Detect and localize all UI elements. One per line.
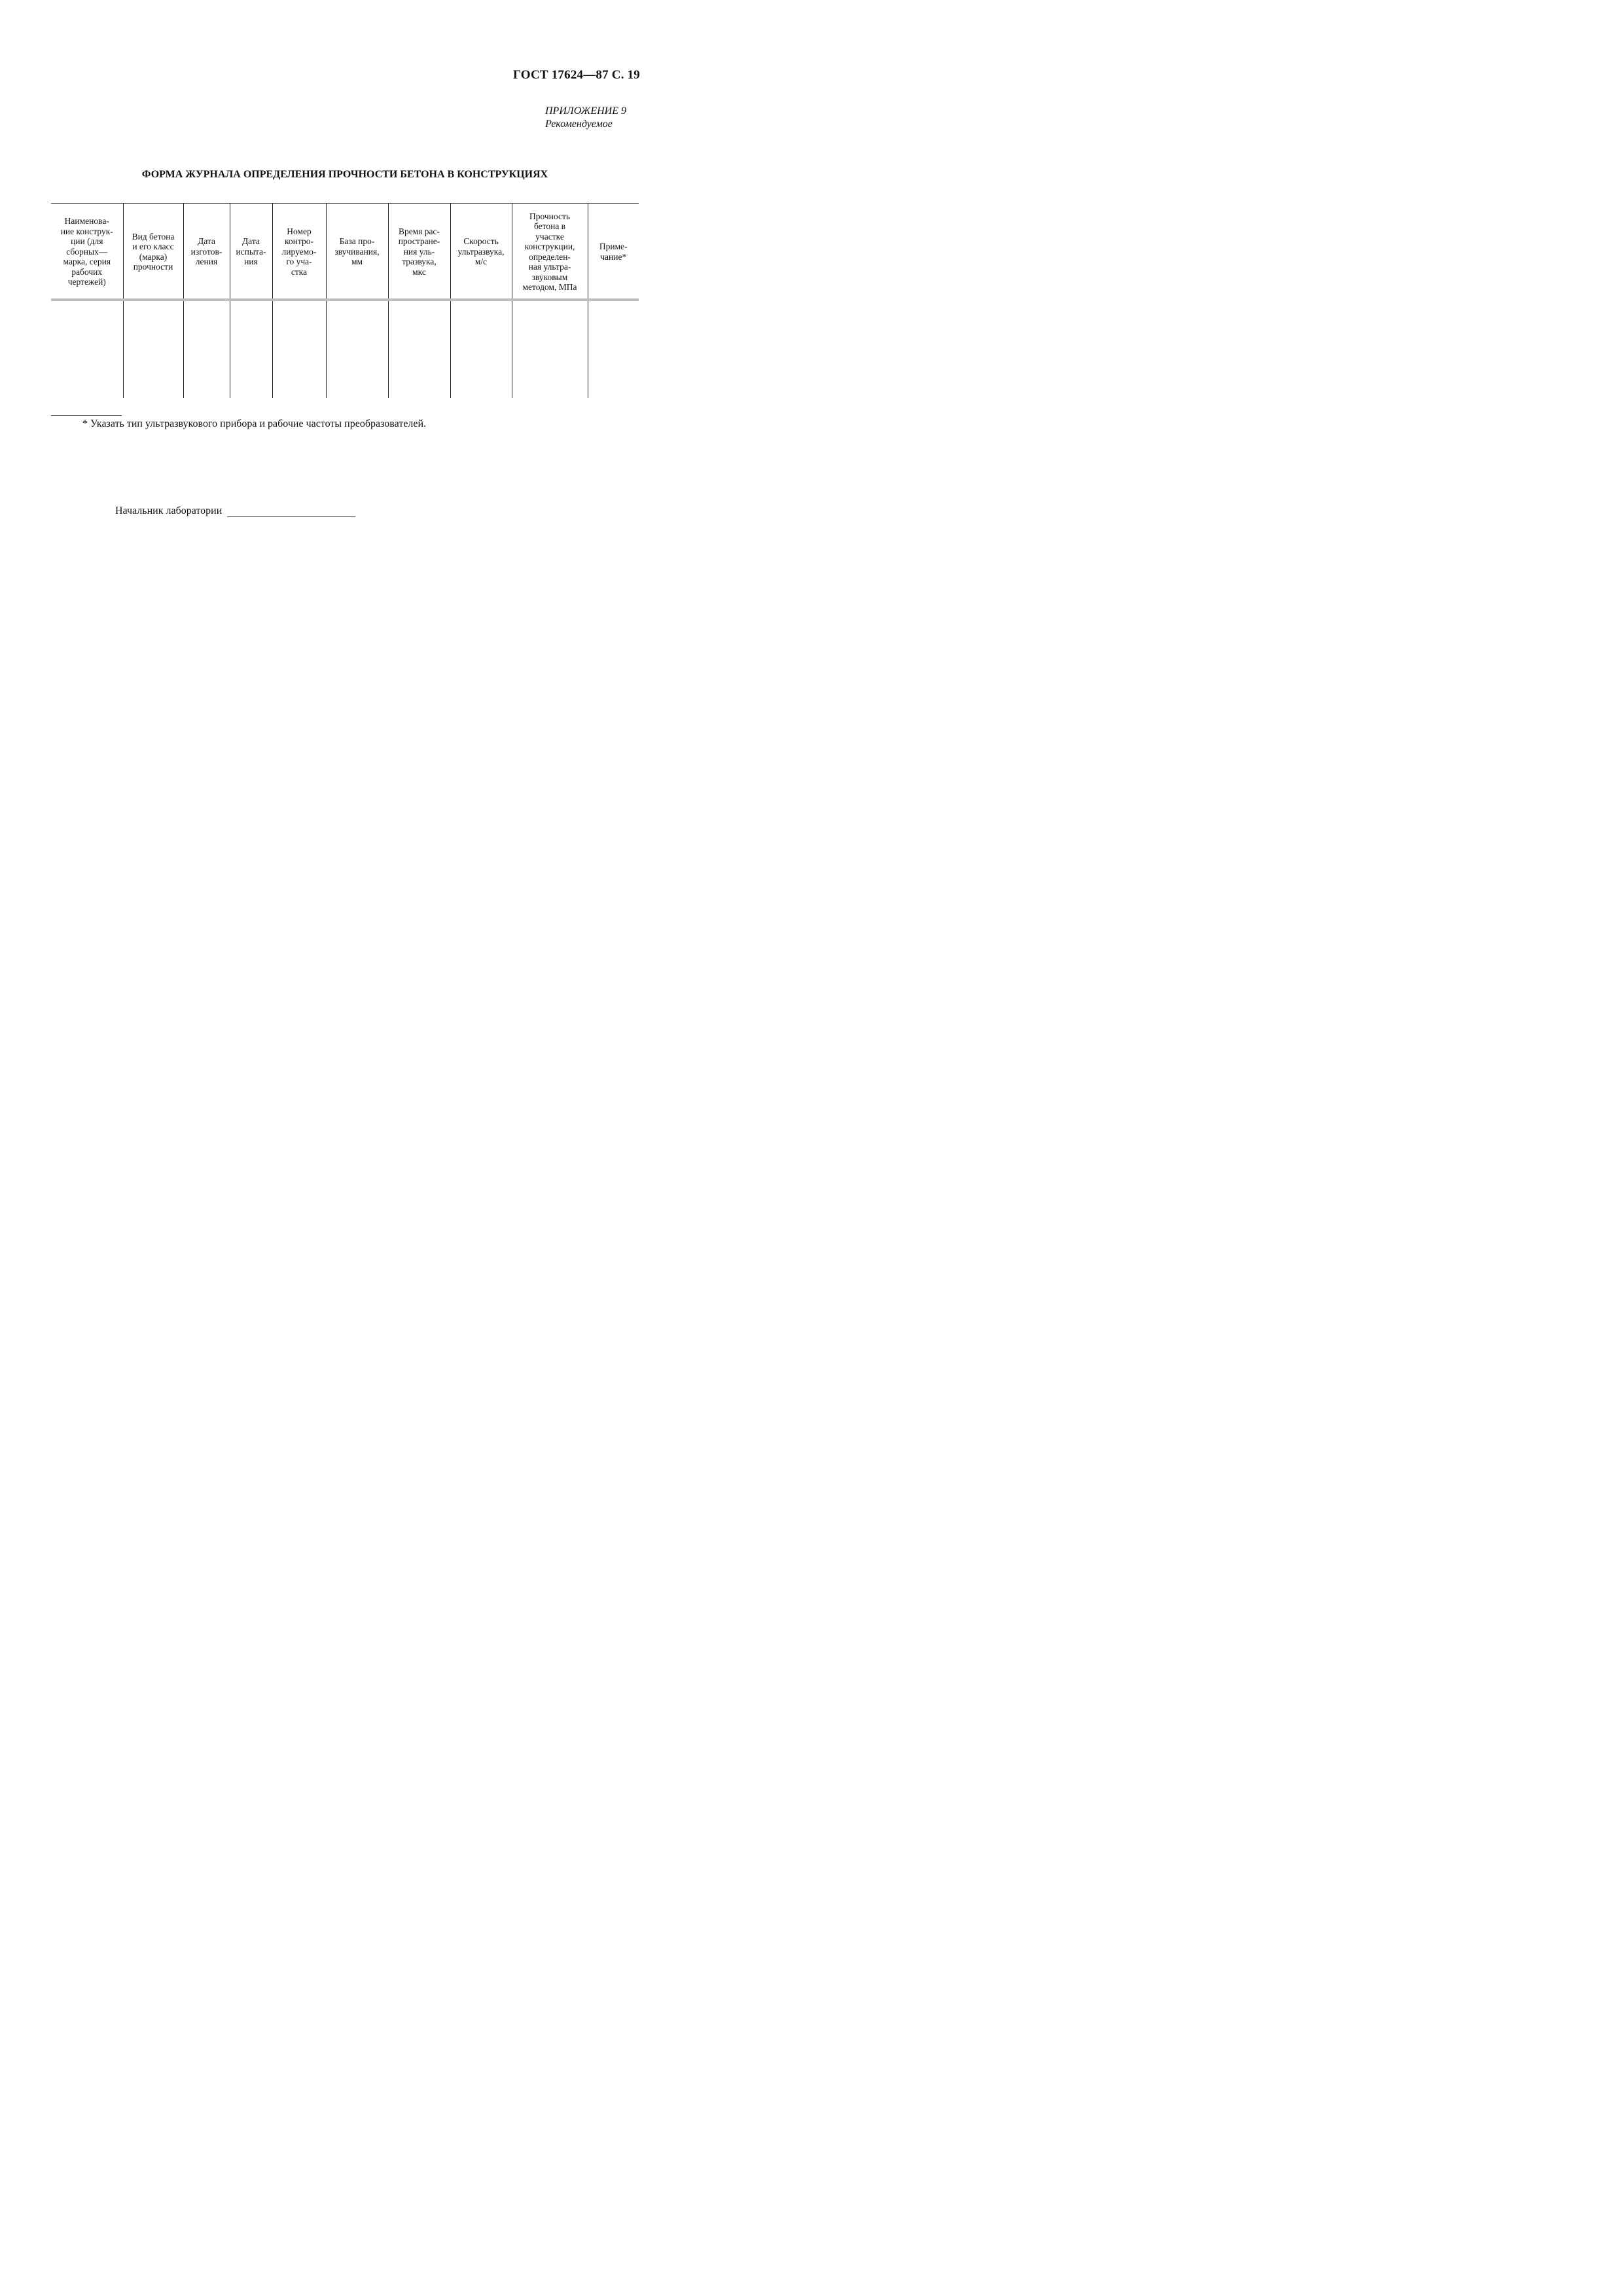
column-header-ultrasound-speed: Скорость ультразвука, м/с (450, 204, 512, 300)
column-header-strength: Прочность бетона в участке конструкции, определен- ная ультра- звуковым методом, МПа (512, 204, 588, 300)
table-cell (450, 300, 512, 398)
table-cell (388, 300, 450, 398)
column-header-test-date: Дата испыта- ния (230, 204, 272, 300)
table-header-row (51, 204, 639, 300)
table-cell (183, 300, 230, 398)
appendix-label (545, 105, 626, 131)
column-header-section-number: Номер контро- лируемо- го уча- стка (272, 204, 326, 300)
footnote: * Указать тип ультразвукового прибора и рабочие частоты преобразователей. (82, 418, 427, 429)
footnote-divider (51, 415, 122, 416)
table-cell (230, 300, 272, 398)
signature-label: Начальник лаборатории (115, 505, 223, 516)
column-header-note: Приме- чание* (588, 204, 639, 300)
signature-line[interactable] (227, 506, 355, 517)
table-cell (272, 300, 326, 398)
column-header-sounding-base: База про- звучивания, мм (326, 204, 388, 300)
table-row (51, 300, 639, 398)
page-reference: ГОСТ 17624—87 С. 19 (512, 68, 640, 82)
signature-block (115, 505, 355, 517)
journal-table (51, 203, 639, 398)
column-header-propagation-time: Время рас- простране- ния уль- тразвука, мкс (388, 204, 450, 300)
column-header-manufacture-date: Дата изготов- ления (183, 204, 230, 300)
table-cell (51, 300, 123, 398)
table-cell (123, 300, 183, 398)
appendix-status: Рекомендуемое (545, 118, 613, 130)
table-cell (512, 300, 588, 398)
column-header-construction: Наименова- ние конструк- ции (для сборных— марка, серия рабочих чертежей) (51, 204, 123, 300)
appendix-number: ПРИЛОЖЕНИЕ 9 (545, 105, 626, 117)
table-cell (326, 300, 388, 398)
table-cell (588, 300, 639, 398)
document-title: ФОРМА ЖУРНАЛА ОПРЕДЕЛЕНИЯ ПРОЧНОСТИ БЕТОНА В КОНСТРУКЦИЯХ (141, 169, 548, 180)
column-header-concrete-type: Вид бетона и его класс (марка) прочности (123, 204, 183, 300)
